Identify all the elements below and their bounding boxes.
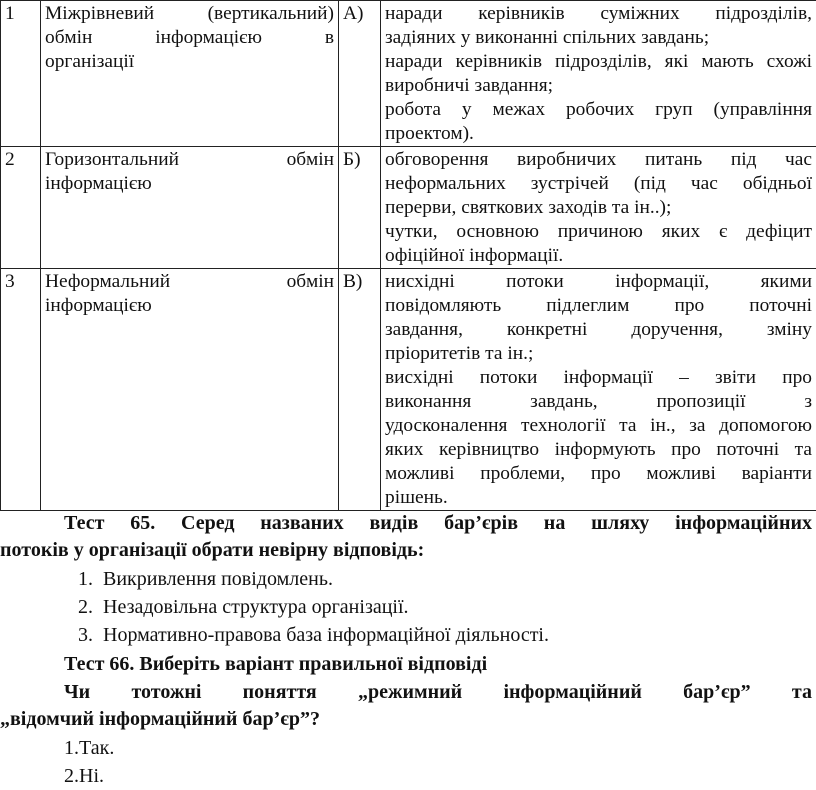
- description-line: рішень.: [385, 487, 448, 508]
- exchange-type-cell: [41, 1, 339, 147]
- description-cell: [381, 147, 816, 269]
- description-line: обговорення виробничих питань під час: [385, 149, 812, 170]
- test66-title: Тест 66. Виберіть варіант правильної відповіді: [64, 653, 488, 675]
- option-number: 3.: [78, 624, 93, 646]
- test65-option-2: [78, 594, 409, 621]
- test65-line2: потоків у організації обрати невірну відповідь:: [0, 539, 425, 561]
- test66-answer-1: 1.Так.: [64, 737, 115, 759]
- exchange-type-line: організації: [45, 51, 135, 72]
- description-line: перерви, святкових заходів та ін..);: [385, 197, 672, 218]
- description-line: задіяних у виконанні спільних завдань;: [385, 27, 710, 48]
- exchange-type-line: Горизонтальний обмін: [45, 149, 334, 170]
- exchange-type-cell: [41, 269, 339, 511]
- exchange-type-line: обмін інформацією в: [45, 27, 334, 48]
- description-line: завдання, конкретні доручення, зміну: [385, 319, 812, 340]
- table-row: [1, 269, 816, 511]
- answer-letter: В): [339, 269, 381, 511]
- row-number: 2: [1, 147, 41, 269]
- description-line: нисхідні потоки інформації, якими: [385, 271, 812, 292]
- description-line: яких керівництво інформують про поточні та: [385, 439, 812, 460]
- row-number: 3: [1, 269, 41, 511]
- description-line: наради керівників підрозділів, які мають схожі: [385, 51, 812, 72]
- test66-q-line1: Чи тотожні поняття „режимний інформаційний бар’єр” та: [64, 681, 812, 703]
- test65-question: [0, 510, 812, 564]
- test66-q-line2: „відомчий інформаційний бар’єр”?: [0, 708, 320, 730]
- option-text: Незадовільна структура організації.: [103, 596, 409, 618]
- answer-letter: А): [339, 1, 381, 147]
- option-number: 2.: [78, 596, 93, 618]
- description-line: висхідні потоки інформації – звіти про: [385, 367, 812, 388]
- description-line: наради керівників суміжних підрозділів,: [385, 3, 812, 24]
- description-line: чутки, основною причиною яких є дефіцит: [385, 221, 812, 242]
- description-line: удосконалення технології та ін., за допомогою: [385, 415, 812, 436]
- answer-letter: Б): [339, 147, 381, 269]
- test66-question: [0, 679, 812, 733]
- description-line: виконання завдань, пропозиції з: [385, 391, 812, 412]
- description-cell: [381, 269, 816, 511]
- description-line: робота у межах робочих груп (управління: [385, 99, 812, 120]
- exchange-type-line: інформацією: [45, 173, 152, 194]
- row-number: 1: [1, 1, 41, 147]
- option-text: Нормативно-правова база інформаційної діяльності.: [103, 624, 549, 646]
- table-row: [1, 147, 816, 269]
- exchange-type-cell: [41, 147, 339, 269]
- description-line: пріоритетів та ін.;: [385, 343, 534, 364]
- test65-option-3: [78, 622, 549, 649]
- exchange-type-line: Міжрівневий (вертикальний): [45, 3, 334, 24]
- description-line: можливі проблеми, про можливі варіанти: [385, 463, 812, 484]
- exchange-type-line: інформацією: [45, 295, 152, 316]
- exchange-type-line: Неформальний обмін: [45, 271, 334, 292]
- option-text: Викривлення повідомлень.: [103, 568, 333, 590]
- test65-line1: Тест 65. Серед названих видів бар’єрів на шляху інформаційних: [64, 512, 812, 534]
- description-line: виробничі завдання;: [385, 75, 554, 96]
- table-row: [1, 1, 816, 147]
- description-line: повідомляють підлеглим про поточні: [385, 295, 812, 316]
- description-cell: [381, 1, 816, 147]
- description-line: офіційної інформації.: [385, 245, 564, 266]
- description-line: неформальних зустрічей (під час обідньої: [385, 173, 812, 194]
- option-number: 1.: [78, 568, 93, 590]
- test66-answer-2: 2.Ні.: [64, 765, 104, 787]
- test65-option-1: [78, 566, 333, 593]
- description-line: проектом).: [385, 123, 474, 144]
